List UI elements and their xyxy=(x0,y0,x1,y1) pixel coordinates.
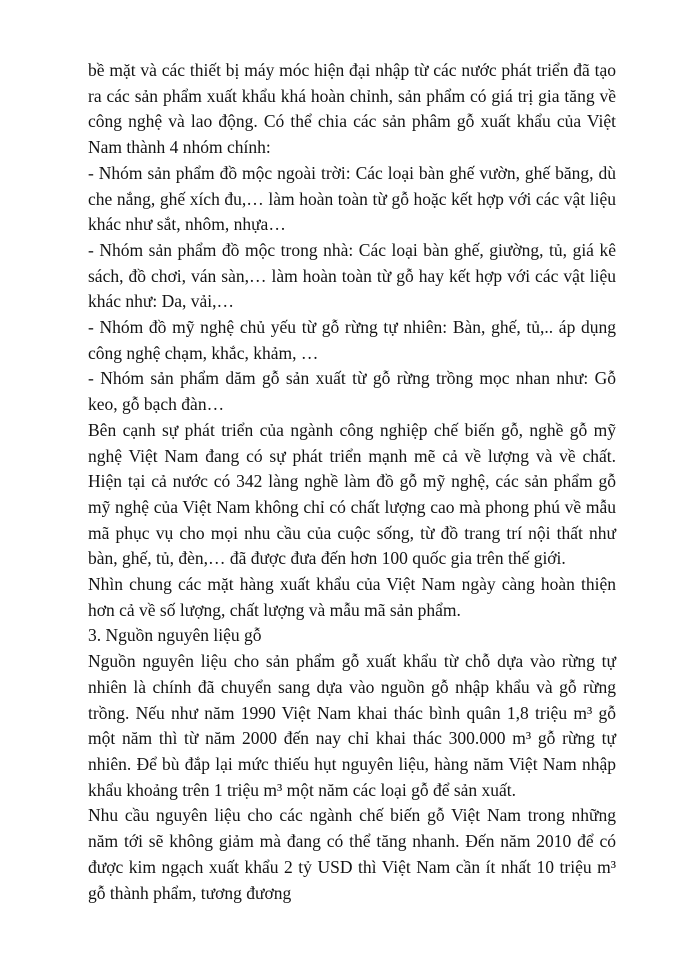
paragraph-craft-villages: Bên cạnh sự phát triển của ngành công nghiệp chế biến gỗ, nghề gỗ mỹ nghệ Việt Nam đang có sự phát triển mạnh mẽ cả về lượng và về chất. Hiện tại cả nước có 342 làng nghề làm đồ gỗ mỹ nghệ, các sản phẩm gỗ mỹ nghệ của Việt Nam không chỉ có chất lượng cao mà phong phú về mẫu mã phục vụ cho mọi nhu cầu của cuộc sống, từ đồ trang trí nội thất như bàn, ghế, tủ, đèn,… đã được đưa đến hơn 100 quốc gia trên thế giới. xyxy=(88,419,616,569)
list-item-indoor-furniture: - Nhóm sản phẩm đồ mộc trong nhà: Các loại bàn ghế, giường, tủ, giá kê sách, đồ chơi, ván sàn,… làm hoàn toàn từ gỗ hay kết hợp với các vật liệu khác như: Da, vải,… xyxy=(88,239,616,312)
list-item-fine-art-wood: - Nhóm đồ mỹ nghệ chủ yếu từ gỗ rừng tự nhiên: Bàn, ghế, tủ,.. áp dụng công nghệ chạm, khắc, khảm, … xyxy=(88,317,616,363)
list-item-wood-chips: - Nhóm sản phẩm dăm gỗ sản xuất từ gỗ rừng trồng mọc nhan như: Gỗ keo, gỗ bạch đàn… xyxy=(88,368,616,415)
list-item-outdoor-furniture: - Nhóm sản phẩm đồ mộc ngoài trời: Các loại bàn ghế vườn, ghế băng, dù che nắng, ghế xích đu,… làm hoàn toàn từ gỗ hoặc kết hợp với các vật liệu khác như sắt, nhôm, nhựa… xyxy=(88,162,616,235)
paragraph-continuation: bề mặt và các thiết bị máy móc hiện đại nhập từ các nước phát triển đã tạo ra các sản phẩm xuất khẩu khá hoàn chỉnh, sản phẩm có giá trị gia tăng về công nghệ và lao động. Có thể chia các sản phâm gỗ xuất khẩu của Việt Nam thành 4 nhóm chính: xyxy=(88,60,616,158)
paragraph-raw-material-sources: Nguồn nguyên liệu cho sản phẩm gỗ xuất khẩu từ chỗ dựa vào rừng tự nhiên là chính đã chuyển sang dựa vào nguồn gỗ nhập khẩu và gỗ rừng trồng. Nếu như năm 1990 Việt Nam khai thác bình quân 1,8 triệu m³ gỗ một năm thì từ năm 2000 đến nay chỉ khai thác 300.000 m³ gỗ rừng tự nhiên. Để bù đắp lại mức thiếu hụt nguyên liệu, hàng năm Việt Nam nhập khẩu khoảng trên 1 triệu m³ một năm các loại gỗ để sản xuất. xyxy=(88,651,616,800)
paragraph-material-demand: Nhu cầu nguyên liệu cho các ngành chế biến gỗ Việt Nam trong những năm tới sẽ không giảm mà đang có thể tăng nhanh. Đến năm 2010 để có được kim ngạch xuất khẩu 2 tỷ USD thì Việt Nam cần ít nhất 10 triệu m³ gỗ thành phẩm, tương đương xyxy=(88,805,616,903)
section-heading-raw-materials: 3. Nguồn nguyên liệu gỗ xyxy=(88,625,262,646)
document-text-block xyxy=(88,58,616,906)
paragraph-export-summary: Nhìn chung các mặt hàng xuất khẩu của Việt Nam ngày càng hoàn thiện hơn cả về số lượng, chất lượng và mẫu mã sản phẩm. xyxy=(88,574,616,620)
